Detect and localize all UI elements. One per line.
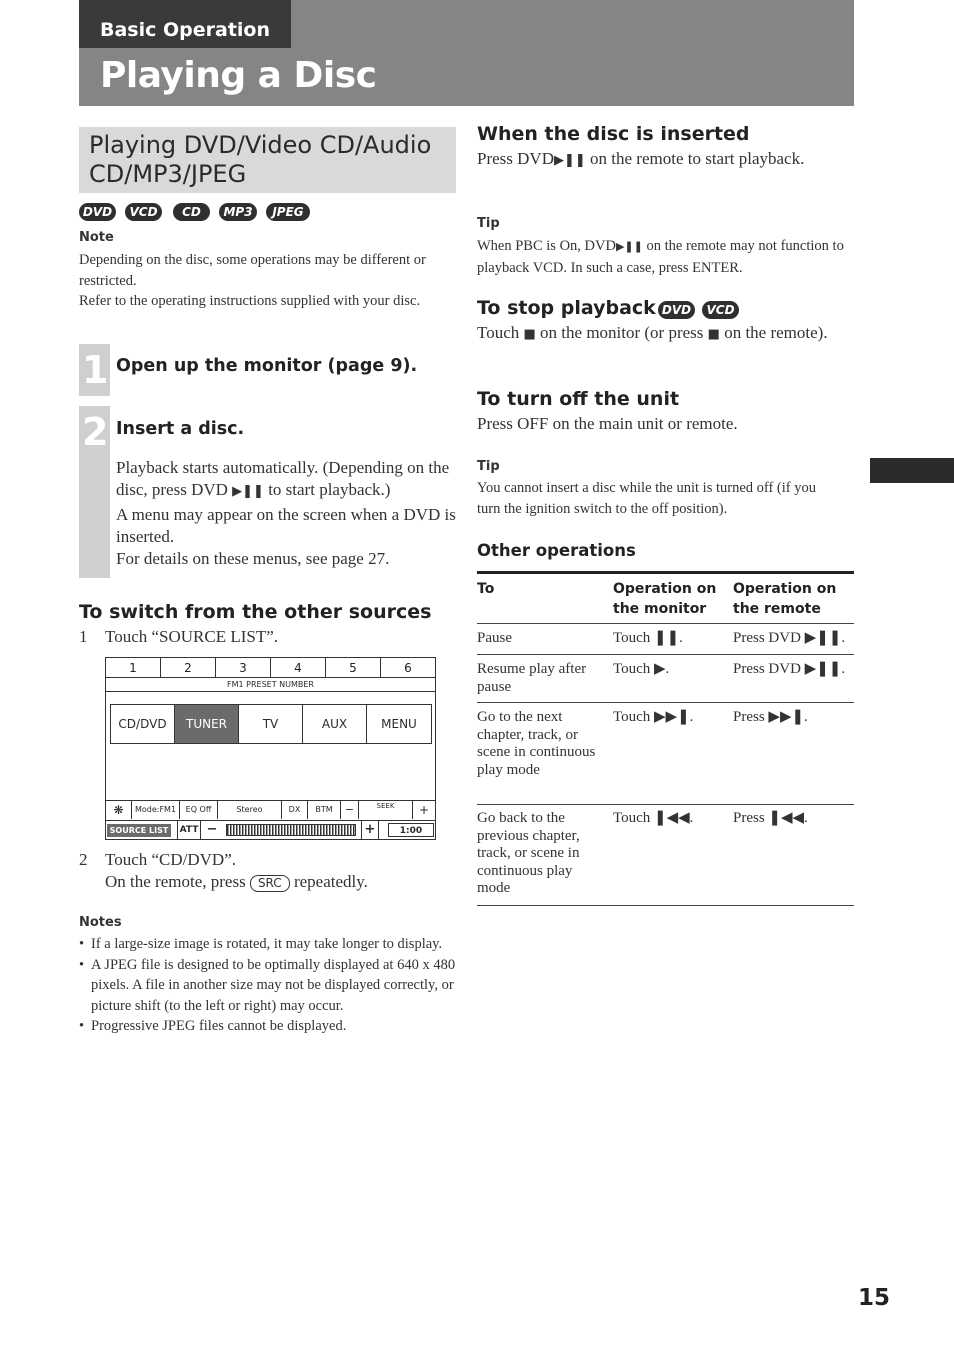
source-menu-button[interactable]: MENU — [381, 717, 417, 731]
inserted-body: Press DVD▶❚❚ on the remote to start playback. — [477, 149, 805, 168]
table-header-remote: Operation on the remote — [733, 581, 837, 617]
preset-button[interactable]: 6 — [404, 661, 412, 675]
play-pause-icon: ▶❚❚ — [232, 484, 264, 500]
stop-body: Touch ■ on the monitor (or press ■ on the remote). — [477, 323, 828, 342]
note-item: • Progressive JPEG files cannot be displayed. — [79, 1018, 347, 1034]
step-2-paragraph: Playback starts automatically. (Depending on the disc, press DVD ▶❚❚ to start playback.) — [116, 458, 450, 500]
note-paragraph: Depending on the disc, some operations may be different or restricted. — [79, 252, 426, 289]
chapter-side-tab — [870, 458, 954, 483]
table-header-to: To — [477, 581, 495, 597]
tip-label: Tip — [477, 459, 500, 474]
preset-label: FM1 PRESET NUMBER — [106, 678, 435, 692]
tuner-screen-diagram — [105, 657, 436, 840]
switch-step-2-number: 2 — [79, 850, 88, 869]
step-1-bar — [79, 344, 110, 396]
source-list-button[interactable]: SOURCE LIST — [107, 824, 171, 837]
tip-text: When PBC is On, DVD▶❚❚ on the remote may not function to playback VCD. In such a case, press ENTER. — [477, 238, 844, 276]
badge-dvd: DVD — [658, 301, 695, 319]
subtitle-box — [79, 127, 456, 193]
source-aux-button[interactable]: AUX — [303, 705, 367, 743]
att-button[interactable]: ATT — [177, 821, 201, 839]
table-rule — [477, 804, 854, 805]
off-heading: To turn off the unit — [477, 388, 680, 410]
off-body: Press OFF on the main unit or remote. — [477, 414, 738, 433]
dx-status[interactable]: DX — [282, 801, 308, 819]
note-text — [79, 250, 456, 312]
source-cd-dvd-button[interactable]: CD/DVD — [111, 705, 175, 743]
src-button-icon: SRC — [250, 875, 290, 892]
source-tuner-button[interactable]: TUNER — [175, 705, 239, 743]
mode-status[interactable]: Mode:FM1 — [132, 801, 180, 819]
volume-up-icon[interactable]: + — [361, 821, 379, 839]
table-top-rule — [477, 571, 854, 574]
badge-cd: CD — [173, 203, 210, 221]
table-rule — [477, 623, 854, 624]
section-tab — [79, 0, 291, 48]
seek-up-icon[interactable]: + — [418, 803, 430, 817]
step-2-bar — [79, 406, 110, 578]
stop-badges — [658, 301, 748, 319]
step-2-heading: Insert a disc. — [116, 419, 245, 439]
stop-icon: ■ — [523, 327, 536, 342]
badge-jpeg: JPEG — [266, 203, 310, 221]
disc-badges — [79, 203, 319, 223]
switch-step-2-remote: On the remote, press SRC repeatedly. — [105, 872, 368, 891]
other-ops-heading: Other operations — [477, 541, 636, 560]
volume-down-icon[interactable]: − — [206, 822, 218, 837]
page-number: 15 — [858, 1285, 891, 1311]
step-1-number: 1 — [82, 348, 109, 392]
step-2-paragraph: For details on these menus, see page 27. — [116, 549, 390, 569]
badge-mp3: MP3 — [219, 203, 257, 221]
table-header-monitor: Operation on the monitor — [613, 581, 717, 617]
preset-button[interactable]: 5 — [326, 658, 381, 678]
settings-icon[interactable]: ❋ — [106, 801, 132, 819]
eq-status[interactable]: EQ Off — [180, 801, 218, 819]
table-rule — [477, 702, 854, 703]
seek-label: SEEK — [359, 801, 413, 819]
subtitle: Playing DVD/Video CD/Audio CD/MP3/JPEG — [89, 131, 432, 188]
preset-button[interactable]: 3 — [216, 658, 271, 678]
badge-vcd: VCD — [702, 301, 739, 319]
btm-status[interactable]: BTM — [308, 801, 341, 819]
preset-row — [106, 658, 435, 678]
switch-step-1-text: Touch “SOURCE LIST”. — [105, 627, 279, 646]
preset-button[interactable]: 2 — [161, 658, 216, 678]
volume-bar[interactable] — [226, 824, 356, 836]
inserted-heading: When the disc is inserted — [477, 123, 750, 145]
switch-step-1-number: 1 — [79, 627, 88, 646]
control-row — [106, 820, 435, 839]
preset-button[interactable]: 4 — [271, 658, 326, 678]
stop-heading: To stop playback — [477, 297, 656, 319]
section-label: Basic Operation — [100, 19, 271, 41]
note-item: • If a large-size image is rotated, it may take longer to display. — [79, 936, 443, 952]
source-row — [110, 704, 432, 744]
notes-label: Notes — [79, 915, 122, 930]
table-rule — [477, 654, 854, 655]
badge-dvd: DVD — [79, 203, 116, 221]
stop-icon: ■ — [707, 327, 720, 342]
tip-label: Tip — [477, 216, 500, 231]
switch-heading: To switch from the other sources — [79, 601, 432, 623]
tip-text: You cannot insert a disc while the unit is turned off (if you turn the ignition switch to the off position). — [477, 480, 816, 517]
badge-vcd: VCD — [125, 203, 162, 221]
note-paragraph: Refer to the operating instructions supplied with your disc. — [79, 293, 421, 309]
step-2-paragraph: A menu may appear on the screen when a DVD is inserted. — [116, 504, 456, 546]
source-tv-button[interactable]: TV — [239, 705, 303, 743]
step-1-heading: Open up the monitor (page 9). — [116, 356, 418, 376]
notes-list — [79, 934, 457, 1037]
stereo-status[interactable]: Stereo — [218, 801, 282, 819]
page-title: Playing a Disc — [100, 55, 377, 96]
step-2-number: 2 — [82, 410, 109, 454]
step-2-body — [116, 457, 458, 570]
preset-button[interactable]: 1 — [106, 658, 161, 678]
switch-step-2-text: Touch “CD/DVD”. — [105, 850, 237, 869]
status-row — [106, 800, 435, 819]
clock-display: 1:00 — [388, 823, 434, 837]
play-pause-icon: ▶❚❚ — [553, 153, 586, 168]
note-item: • A JPEG file is designed to be optimally displayed at 640 x 480 pixels. A file in another size may not be displayed correctly, or picture shift (to the left or right) may occur. — [79, 956, 456, 1014]
table-rule — [477, 905, 854, 906]
seek-down-icon[interactable]: − — [341, 801, 359, 819]
play-pause-icon: ▶❚❚ — [615, 240, 643, 253]
note-label: Note — [79, 230, 114, 245]
